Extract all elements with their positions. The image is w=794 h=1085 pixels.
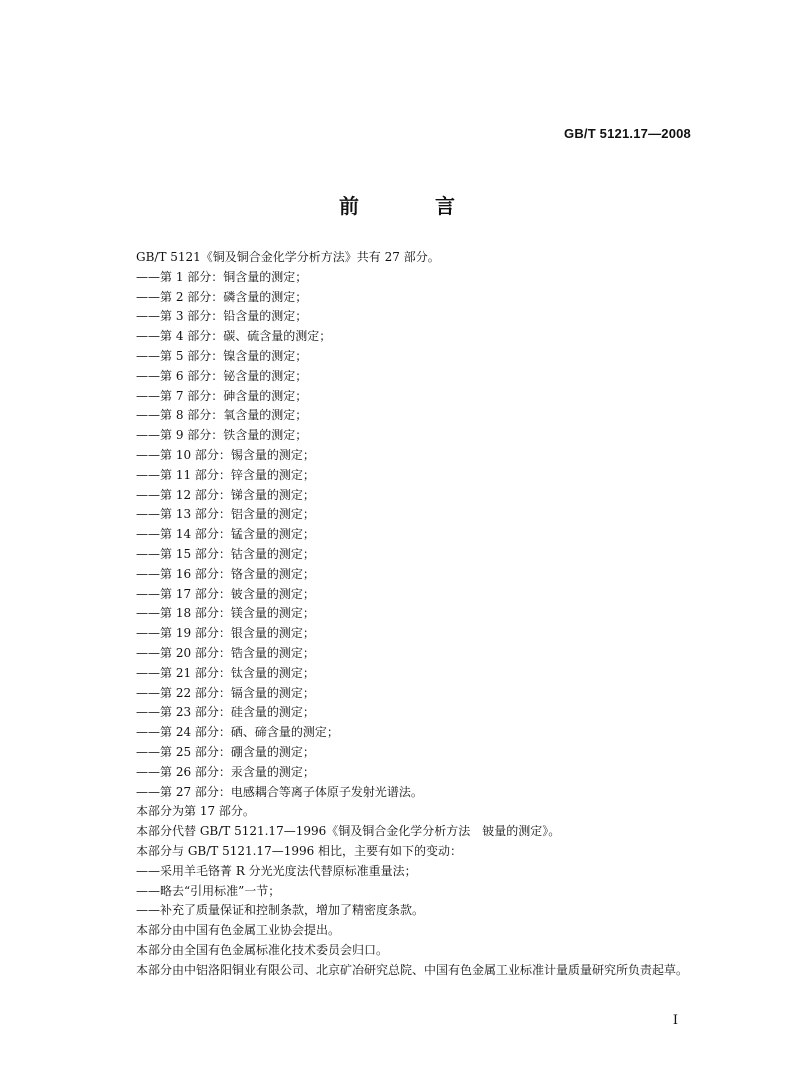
this-part-paragraph: 本部分为第 17 部分。 bbox=[136, 804, 255, 819]
part-list-item: ——第 8 部分：氧含量的测定； bbox=[136, 408, 308, 423]
part-list-item: ——第 19 部分：银含量的测定； bbox=[136, 626, 315, 641]
part-list-item: ——第 12 部分：锑含量的测定； bbox=[136, 487, 315, 502]
foreword-body bbox=[117, 248, 697, 980]
proposed-by-paragraph: 本部分由中国有色金属工业协会提出。 bbox=[136, 923, 341, 938]
page-title: 前 言 bbox=[339, 194, 483, 218]
part-list-item: ——第 7 部分：砷含量的测定； bbox=[136, 388, 308, 403]
part-list-item: ——第 27 部分：电感耦合等离子体原子发射光谱法。 bbox=[136, 784, 423, 799]
part-list-item: ——第 10 部分：锡含量的测定； bbox=[136, 447, 315, 462]
part-list-item: ——第 4 部分：碳、硫含量的测定； bbox=[136, 329, 332, 344]
part-list-item: ——第 22 部分：镉含量的测定； bbox=[136, 685, 315, 700]
managed-by-paragraph: 本部分由全国有色金属标准化技术委员会归口。 bbox=[136, 942, 389, 957]
page-number: I bbox=[672, 1013, 678, 1028]
part-list-item: ——第 17 部分：铍含量的测定； bbox=[136, 586, 315, 601]
intro-paragraph: GB/T 5121《铜及铜合金化学分析方法》共有 27 部分。 bbox=[136, 250, 440, 264]
change-list-item: ——补充了质量保证和控制条款，增加了精密度条款。 bbox=[136, 903, 425, 918]
part-list-item: ——第 25 部分：硼含量的测定； bbox=[136, 744, 315, 759]
part-list-item: ——第 23 部分：硅含量的测定； bbox=[136, 705, 315, 720]
change-list-item: ——采用羊毛铬菁 R 分光光度法代替原标准重量法； bbox=[136, 863, 417, 878]
part-list-item: ——第 6 部分：铋含量的测定； bbox=[136, 368, 308, 383]
replaces-paragraph: 本部分代替 GB/T 5121.17—1996《铜及铜合金化学分析方法 铍量的测定》。 bbox=[136, 824, 561, 839]
change-list-item: ——略去“引用标准”一节； bbox=[136, 883, 281, 898]
part-list-item: ——第 16 部分：铬含量的测定； bbox=[136, 566, 315, 581]
part-list-item: ——第 3 部分：铅含量的测定； bbox=[136, 309, 308, 324]
part-list-item: ——第 18 部分：镁含量的测定； bbox=[136, 606, 315, 621]
part-list-item: ——第 24 部分：硒、碲含量的测定； bbox=[136, 725, 339, 740]
part-list-item: ——第 26 部分：汞含量的测定； bbox=[136, 764, 315, 779]
changes-intro-paragraph: 本部分与 GB/T 5121.17—1996 相比，主要有如下的变动： bbox=[136, 843, 463, 858]
part-list-item: ——第 5 部分：镍含量的测定； bbox=[136, 348, 308, 363]
part-list-item: ——第 2 部分：磷含量的测定； bbox=[136, 289, 308, 304]
part-list-item: ——第 13 部分：铝含量的测定； bbox=[136, 507, 315, 522]
part-list-item: ——第 20 部分：锆含量的测定； bbox=[136, 645, 315, 660]
drafted-by-paragraph: 本部分由中铝洛阳铜业有限公司、北京矿冶研究总院、中国有色金属工业标准计量质量研究所负责起草。 bbox=[136, 962, 689, 977]
part-list-item: ——第 21 部分：钛含量的测定； bbox=[136, 665, 315, 680]
part-list-item: ——第 14 部分：锰含量的测定； bbox=[136, 527, 315, 542]
standard-code: GB/T 5121.17—2008 bbox=[564, 126, 691, 141]
part-list-item: ——第 9 部分：铁含量的测定； bbox=[136, 428, 308, 443]
part-list-item: ——第 11 部分：锌含量的测定； bbox=[136, 467, 315, 482]
part-list-item: ——第 1 部分：铜含量的测定； bbox=[136, 269, 308, 284]
part-list-item: ——第 15 部分：钴含量的测定； bbox=[136, 546, 315, 561]
